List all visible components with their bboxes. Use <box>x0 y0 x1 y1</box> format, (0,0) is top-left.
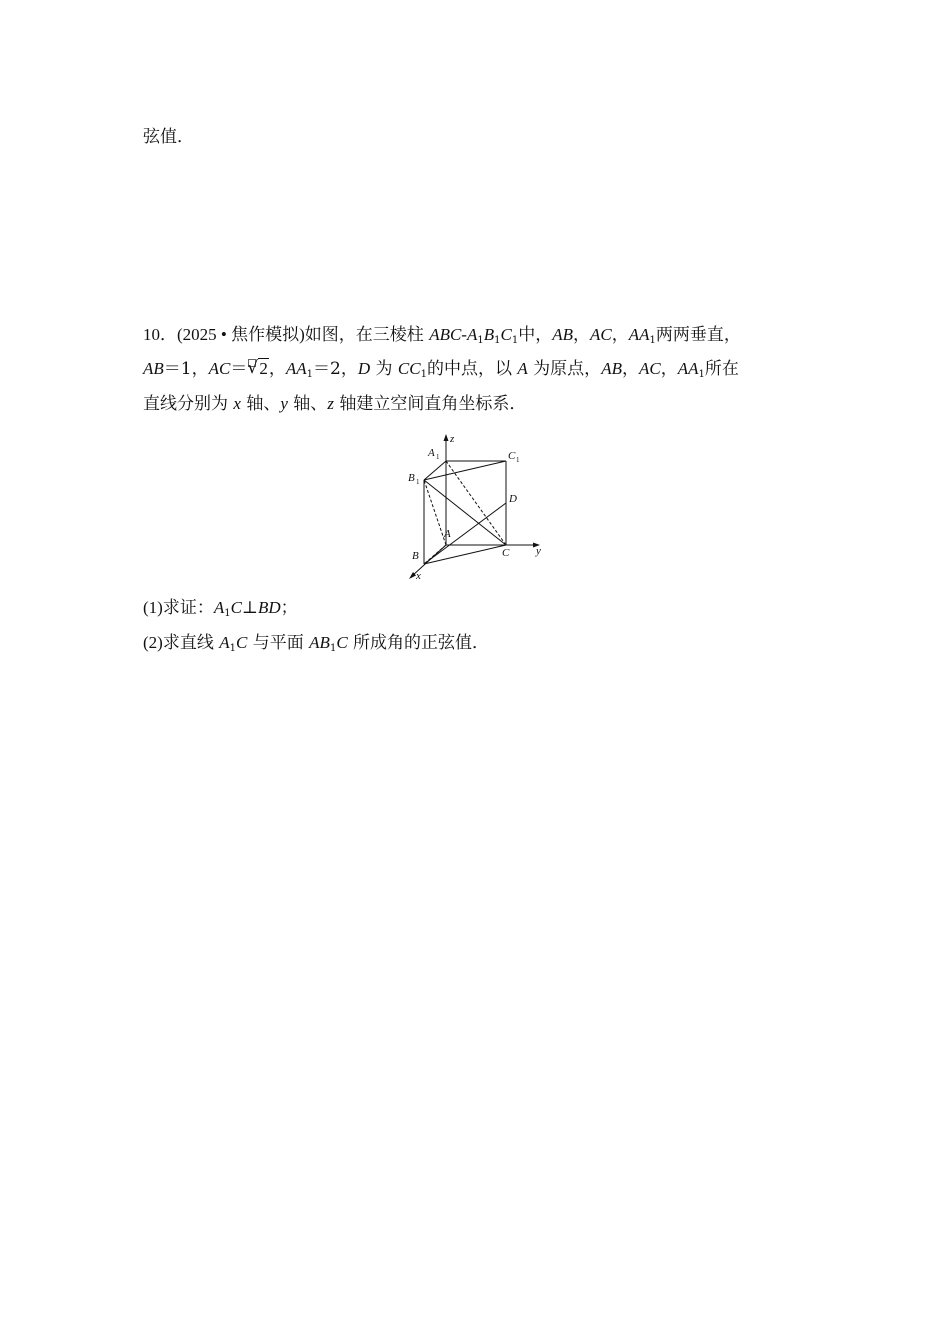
label-d: D <box>509 493 517 505</box>
edge-b1c1 <box>424 461 506 480</box>
svg-text:1: 1 <box>436 453 440 461</box>
problem-line-3: 直线分别为 x 轴、y 轴、z 轴建立空间直角坐标系． <box>143 394 527 414</box>
label-b1: B <box>408 472 415 484</box>
label-x: x <box>416 570 421 582</box>
svg-text:1: 1 <box>416 478 420 486</box>
label-c1: C <box>508 450 516 462</box>
z-axis-arrow <box>444 434 449 441</box>
label-a: A <box>444 528 451 540</box>
label-b: B <box>412 550 419 562</box>
segment-a1c <box>446 461 506 545</box>
segment-ab1 <box>424 480 446 545</box>
problem-source: (2025 • 焦作模拟) <box>177 325 305 344</box>
problem-number: 10． <box>143 325 177 344</box>
label-c: C <box>502 547 510 559</box>
label-a1: A <box>428 447 435 459</box>
problem-line-2: AB＝1，AC＝ √ 2，$AA_1=2$，D 为 $CC_1$的中点，以 A 为原点，AB，AC，$AA_1$所在 <box>143 358 739 380</box>
part-2: (2)求直线 $A_1C$ 与平面 $AB_1C$ 所成角的正弦值． <box>143 633 490 654</box>
problem-line-1: 10．(2025 • 焦作模拟)如图，在三棱柱 ABC-$A_1B_1C_1$中，AB，AC，$AA_1$两两垂直， <box>143 325 741 346</box>
label-y: y <box>536 545 541 557</box>
previous-answer-tail: 弦值． <box>143 127 194 147</box>
label-z: z <box>450 433 455 445</box>
prism-figure <box>400 428 550 586</box>
part-1: (1)求证：$A_1C\perp BD$； <box>143 598 298 619</box>
svg-text:1: 1 <box>516 456 520 464</box>
sqrt-symbol: √ 2 <box>247 358 268 378</box>
